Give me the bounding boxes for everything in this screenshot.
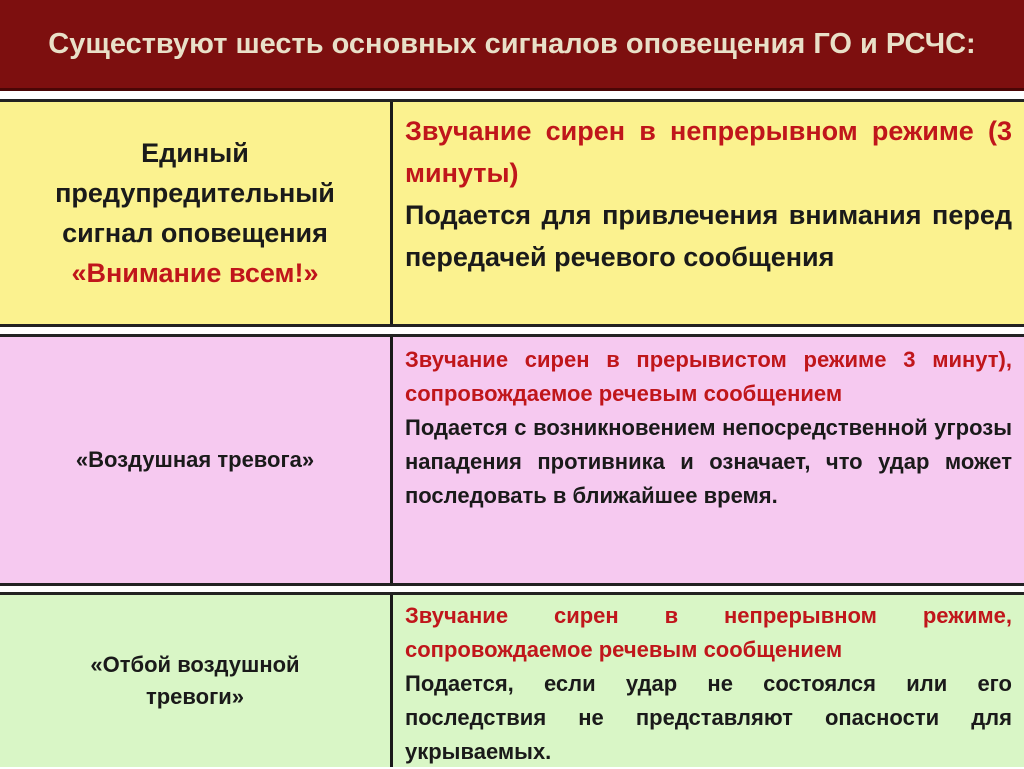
signal-description-cell	[393, 337, 1024, 583]
signal-name-line: предупредительный	[55, 178, 335, 208]
signal-meaning: Подается, если удар не состоялся или его последствия не представляют опасности для укрываемых.	[405, 671, 1012, 764]
signal-description-cell	[393, 102, 1024, 324]
signal-name-line: сигнал оповещения	[62, 218, 328, 248]
page-title: Существуют шесть основных сигналов оповещения ГО и РСЧС:	[48, 27, 976, 60]
signal-name-cell	[0, 337, 390, 583]
signal-meaning: Подается для привлечения внимания перед передачей речевого сообщения	[405, 200, 1012, 272]
signal-sound: Звучание сирен в непрерывном режиме (3 минуты)	[405, 116, 1012, 188]
signal-name-line: «Воздушная тревога»	[75, 447, 315, 472]
signal-sound: Звучание сирен в непрерывном режиме, сопровождаемое речевым сообщением	[405, 603, 1012, 662]
signal-name-cell	[0, 595, 390, 767]
table-row	[0, 99, 1024, 327]
title-bar	[0, 0, 1024, 88]
signal-name-cell	[0, 102, 390, 324]
signal-name-line: Единый	[141, 138, 249, 168]
signal-meaning: Подается с возникновением непосредственной угрозы нападения противника и означает, что удар может последовать в ближайшее время.	[405, 415, 1012, 508]
table-row	[0, 592, 1024, 767]
signal-description-cell	[393, 595, 1024, 767]
signal-sound: Звучание сирен в прерывистом режиме 3 минут), сопровождаемое речевым сообщением	[405, 347, 1012, 406]
row-gap	[0, 327, 1024, 334]
signal-name-line: тревоги»	[145, 684, 245, 709]
signal-name-emphasis: «Внимание всем!»	[71, 258, 319, 288]
signal-name-line: «Отбой воздушной	[90, 652, 300, 677]
table-row	[0, 334, 1024, 586]
